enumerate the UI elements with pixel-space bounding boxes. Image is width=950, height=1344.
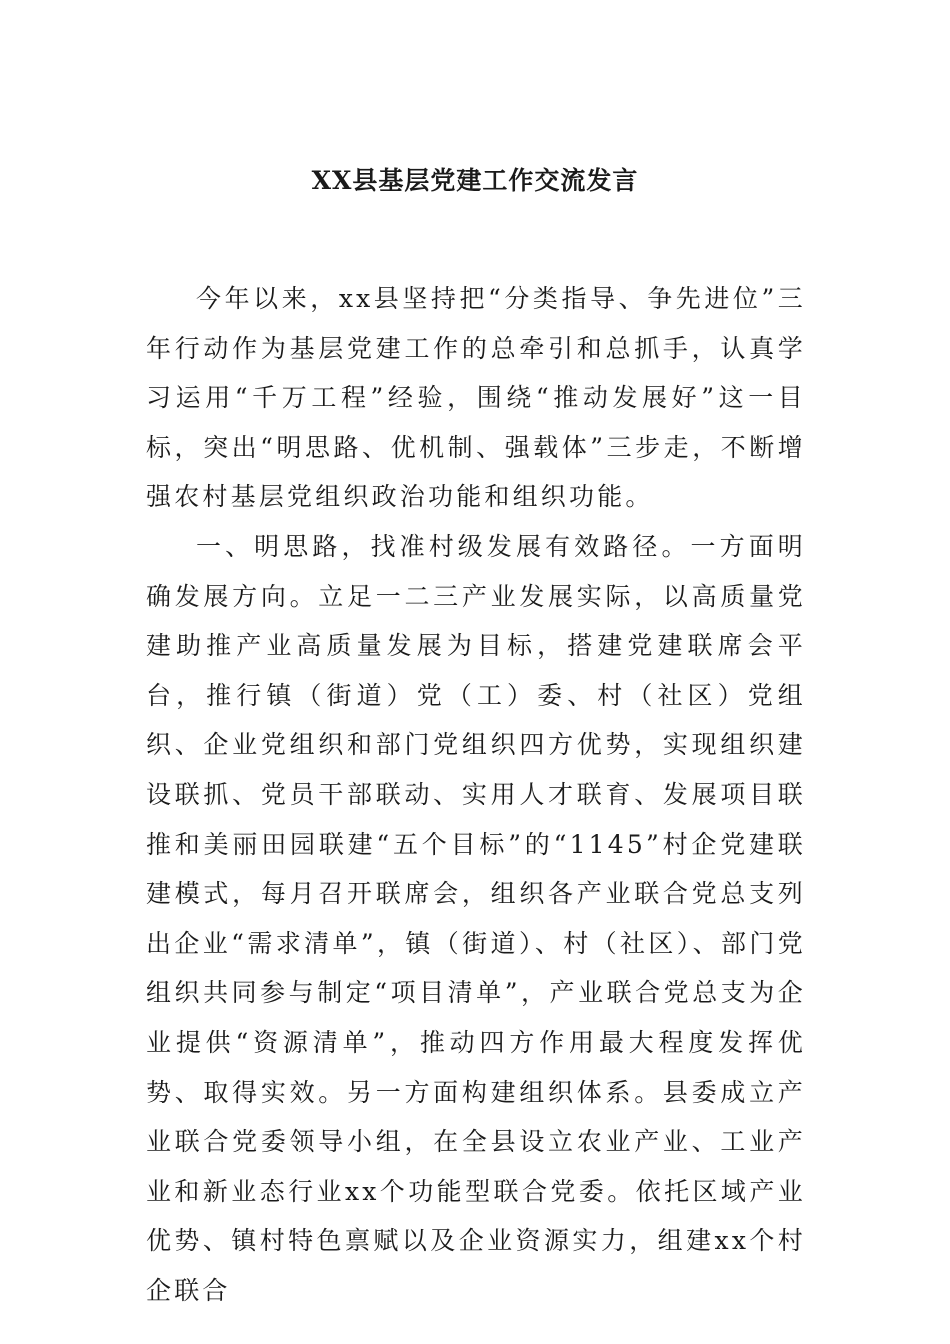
- intro-paragraph: 今年以来，xx县坚持把“分类指导、争先进位”三年行动作为基层党建工作的总牵引和总抓手，认真学习运用“千万工程”经验，围绕“推动发展好”这一目标，突出“明思路、优机制、强载体”三步走，不断增强农村基层党组织政治功能和组织功能。: [146, 284, 806, 512]
- section-one-paragraph: 一、明思路，找准村级发展有效路径。一方面明确发展方向。立足一二三产业发展实际，以高质量党建助推产业高质量发展为目标，搭建党建联席会平台，推行镇（街道）党（工）委、村（社区）党组织、企业党组织和部门党组织四方优势，实现组织建设联抓、党员干部联动、实用人才联育、发展项目联推和美丽田园联建“五个目标”的“1145”村企党建联建模式，每月召开联席会，组织各产业联合党总支列出企业“需求清单”，镇（街道）、村（社区）、部门党组织共同参与制定“项目清单”，产业联合党总支为企业提供“资源清单”，推动四方作用最大程度发挥优势、取得实效。另一方面构建组织体系。县委成立产业联合党委领导小组，在全县设立农业产业、工业产业和新业态行业xx个功能型联合党委。依托区域产业优势、镇村特色禀赋以及企业资源实力，组建xx个村企联合: [146, 531, 806, 1305]
- document-title: XX县基层党建工作交流发言: [311, 166, 639, 195]
- document-body: [146, 274, 806, 1315]
